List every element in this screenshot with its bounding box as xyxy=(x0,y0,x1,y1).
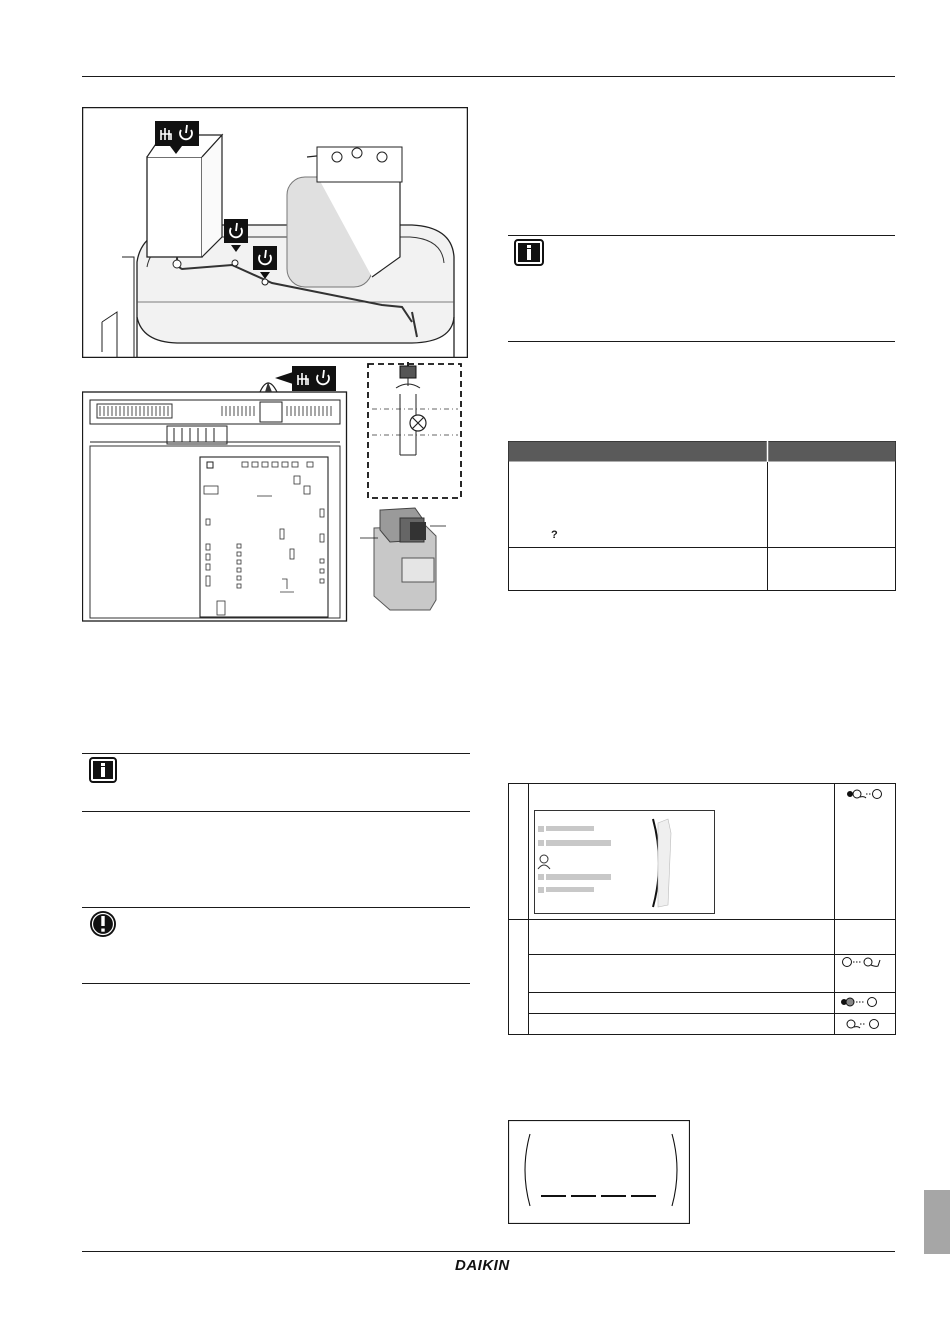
help-glyph: ? xyxy=(551,529,558,541)
info-block-bottom-rule xyxy=(82,811,470,812)
brand-logo: DAIKIN xyxy=(455,1257,510,1274)
hand-power-symbol-box-pcb xyxy=(292,366,336,391)
arrow-down-icon xyxy=(170,146,182,154)
hand-power-symbol-box xyxy=(155,121,199,146)
footer-rule xyxy=(82,1251,895,1252)
power-symbol-box-2 xyxy=(253,246,277,270)
gas-component-figure xyxy=(360,500,450,612)
exclamation-icon xyxy=(89,910,117,938)
settings-table xyxy=(508,441,896,591)
screen-figure xyxy=(508,1120,690,1224)
arrow-down-icon xyxy=(231,245,241,252)
unit-installation-figure xyxy=(82,107,468,358)
info-icon xyxy=(514,239,544,266)
notice-block-top-rule xyxy=(82,907,470,908)
header-rule xyxy=(82,76,895,77)
right-info-bottom-rule xyxy=(508,341,895,342)
right-info-top-rule xyxy=(508,235,895,236)
notice-block-bottom-rule xyxy=(82,983,470,984)
ui-procedure-table xyxy=(508,783,896,1035)
pcb-switch-box-figure xyxy=(82,364,357,622)
info-block-top-rule xyxy=(82,753,470,754)
info-icon xyxy=(89,757,117,783)
power-symbol-box-1 xyxy=(224,219,248,243)
side-tab xyxy=(924,1190,950,1254)
info-divider xyxy=(126,812,127,908)
arrow-left-icon xyxy=(275,372,293,384)
arrow-down-icon xyxy=(260,272,270,279)
